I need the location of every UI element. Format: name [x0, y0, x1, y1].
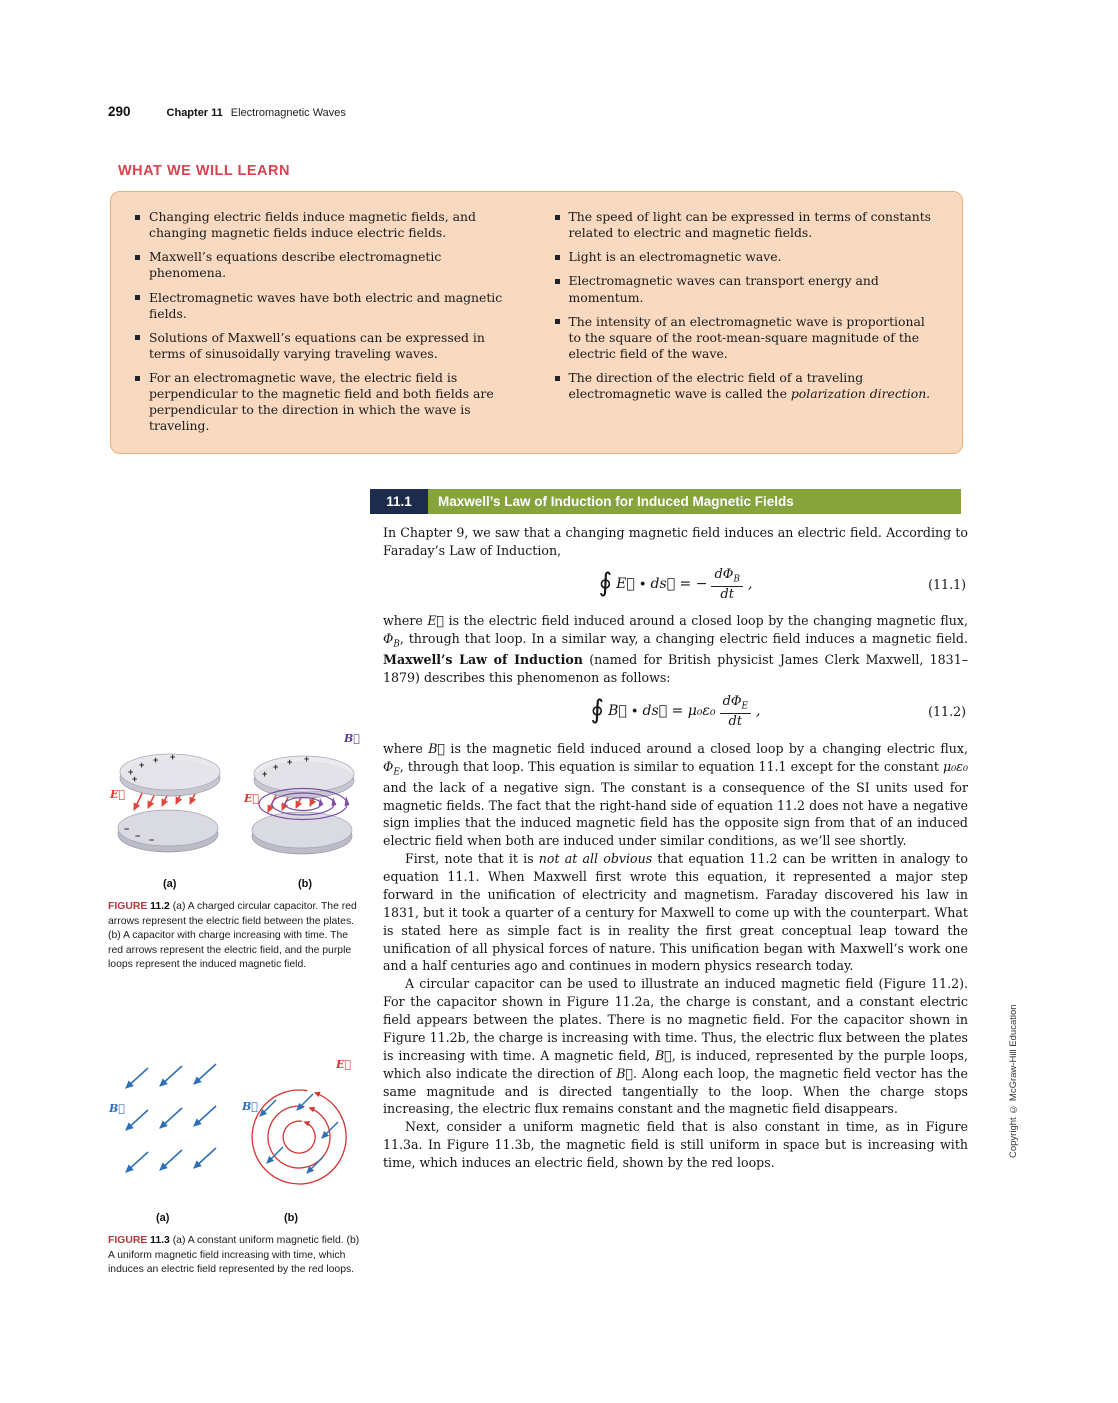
induced-e-field-loops [241, 1058, 351, 1184]
figure-11-2-illustration [108, 728, 360, 878]
figure-tag: FIGURE [108, 1235, 148, 1246]
learn-item [133, 249, 517, 281]
equation-lhs: B⃗ ∙ ds⃗ = μ₀ε₀ [608, 703, 716, 720]
sublabel-b: (b) [284, 1212, 299, 1224]
fraction [711, 568, 742, 603]
equation-lhs: E⃗ ∙ ds⃗ = − [616, 576, 708, 593]
learn-item-text: Light is an electromagnetic wave. [568, 249, 782, 265]
b-field-label: B⃗ [242, 1100, 258, 1113]
figure-11-3-caption [108, 1234, 360, 1278]
plus-sign: + [287, 757, 293, 767]
square-bullet-icon [135, 295, 140, 300]
copyright-sidebar-text: Copyright © McGraw-Hill Education [1008, 1004, 1019, 1158]
minus-sign: − [135, 831, 141, 841]
learn-item [553, 209, 937, 241]
learn-item [133, 209, 517, 241]
learn-item [133, 370, 517, 435]
square-bullet-icon [555, 255, 560, 260]
figure-11-3 [108, 1052, 360, 1278]
chapter-label: Chapter 11 [166, 107, 223, 119]
paragraph-next: Next, consider a uniform magnetic field that is also constant in time, as in Figure 11.3a. In Figure 11.3b, the magnetic field is still uniform in space but is increasing with time, which induces an electric field, shown by the red loops. [383, 1119, 968, 1171]
figure-caption-text: (a) A constant uniform magnetic field. (b) A uniform magnetic field increasing with time, which induces an electric field represented by the red loops. [108, 1235, 360, 1276]
square-bullet-icon [555, 376, 560, 381]
square-bullet-icon [555, 215, 560, 220]
figure-number: 11.2 [150, 901, 170, 912]
paragraph-first-note: First, note that it is not at all obvious that equation 11.2 can be written in analogy to equation 11.1. When Maxwell first wrote this equation, it represented a major step forward in the unification of electricity and magnetism. Faraday discovered his law in 1831, but it took a quarter of a century for Maxwell to come up with the counterpart. What is stated here as simple fact is in reality the first great conceptual leap toward the unification of all physical forces of nature. This unification began with Maxwell’s work one and a half centuries ago and continues in modern physics research today. [383, 851, 969, 974]
plus-sign: + [139, 760, 145, 770]
figure-sublabels [108, 1212, 360, 1228]
figure-sublabels [108, 878, 360, 894]
learn-item [553, 273, 937, 305]
sublabel-a: (a) [156, 1212, 170, 1224]
sublabel-b: (b) [298, 878, 313, 890]
learn-item-text: Maxwell’s equations describe electromagnetic phenomena. [149, 249, 442, 281]
figure-number: 11.3 [150, 1235, 170, 1246]
b-field-label: B⃗ [109, 1102, 125, 1115]
paragraph-where-e: where E⃗ is the electric field induced around a closed loop by the changing magnetic flux, $\Phi_B$, through that loop. In a similar way, a changing electric field induces a magnetic field. Maxwell’s Law of Induction (named for British physicist James Clerk Maxwell, 1831–1879) describes this phenomenon as follows: [383, 613, 968, 686]
learn-item-text: For an electromagnetic wave, the electric field is perpendicular to the magnetic field and both fields are perpendicular to the direction in which the wave is traveling. [149, 370, 494, 434]
learn-item [133, 290, 517, 322]
square-bullet-icon [555, 279, 560, 284]
learn-item-text: Electromagnetic waves can transport energy and momentum. [568, 273, 879, 305]
e-field-label: E⃗ [336, 1058, 351, 1071]
learn-item-text: Electromagnetic waves have both electric and magnetic fields. [149, 289, 503, 321]
equation-number: (11.2) [928, 704, 966, 720]
what-we-will-learn-heading: WHAT WE WILL LEARN [118, 163, 290, 179]
minus-sign: − [149, 835, 155, 845]
learn-item [553, 370, 937, 402]
square-bullet-icon [135, 376, 140, 381]
plus-sign: + [128, 767, 134, 777]
paragraph-intro: In Chapter 9, we saw that a changing magnetic field induces an electric field. According to Faraday’s Law of Induction, [383, 525, 968, 558]
plus-sign: + [304, 754, 310, 764]
fraction-denominator: dt [720, 586, 734, 602]
running-head [108, 104, 346, 119]
capacitor-b-drawing [243, 732, 360, 854]
fraction-denominator: dt [728, 713, 743, 729]
equation-body [599, 568, 753, 603]
e-field-label: E⃗ [244, 792, 259, 805]
paragraph-where-b: where B⃗ is the magnetic field induced around a closed loop by a changing electric flux, $\Phi_E$, through that loop. This equation is similar to equation 11.1 except for the constant μ₀ε₀ and the lack of a negative sign. The constant is a consequence of the SI units used for magnetic fields. The fact that the right-hand side of equation 11.2 does not have a negative sign implies that the induced magnetic field has the opposite sign from that of an induced electric field when both are induced under similar conditions, as we’ll see shortly. [383, 740, 968, 849]
fraction-numerator: $d\Phi_B$ [711, 568, 742, 587]
learn-item [133, 330, 517, 362]
learn-item-text: Changing electric fields induce magnetic fields, and changing magnetic fields induce electric fields. [149, 209, 476, 241]
capacitor-a-drawing [109, 752, 220, 852]
equation-comma: , [747, 576, 753, 593]
equation-comma: , [756, 703, 761, 720]
chapter-title: Electromagnetic Waves [230, 107, 346, 119]
plus-sign: + [153, 755, 159, 765]
uniform-b-field-arrows [108, 1064, 216, 1172]
fraction [720, 695, 751, 730]
learn-item [553, 314, 937, 362]
sublabel-a: (a) [163, 878, 177, 890]
b-field-label: B⃗ [344, 732, 360, 745]
figure-11-3-illustration [108, 1052, 360, 1212]
equation-number: (11.1) [928, 577, 966, 593]
fraction-numerator: $d\Phi_E$ [720, 695, 751, 714]
paragraph-capacitor: A circular capacitor can be used to illustrate an induced magnetic field (Figure 11.2). For the capacitor shown in Figure 11.2a, the charge is constant, and a constant electric field appears between the plates. There is no magnetic field. For the capacitor shown in Figure 11.2b, the charge is increasing with time. Thus, the electric flux between the plates is increasing with time. A magnetic field, B⃗, is induced, represented by the purple loops, which also indicate the direction of B⃗. Along each loop, the magnetic field vector has the same magnitude and is directed tangentially to the loop. When the charge stops increasing, the electric flux remains constant and the magnetic field disappears. [383, 976, 968, 1117]
learn-item-text: The direction of the electric field of a traveling electromagnetic wave is called the polarization direction. [568, 370, 931, 402]
plus-sign: + [262, 769, 268, 779]
learn-item-text: Solutions of Maxwell’s equations can be expressed in terms of sinusoidally varying traveling waves. [149, 329, 485, 361]
minus-sign: − [124, 824, 130, 834]
square-bullet-icon [555, 319, 560, 324]
figure-tag: FIGURE [108, 901, 148, 912]
learn-item-text: The speed of light can be expressed in terms of constants related to electric and magnetic fields. [568, 209, 932, 241]
plus-sign: + [170, 752, 176, 762]
induced-b-field-loops [259, 789, 350, 820]
e-field-label: E⃗ [110, 788, 125, 801]
contour-integral-symbol: ∮ [590, 695, 605, 726]
learn-item [553, 249, 937, 265]
plus-sign: + [273, 762, 279, 772]
body-text-column [383, 524, 968, 1172]
square-bullet-icon [135, 255, 140, 260]
learn-list-right [553, 209, 937, 441]
figure-11-2 [108, 728, 360, 973]
learn-item-text: The intensity of an electromagnetic wave is proportional to the square of the root-mean-square magnitude of the electric field of the wave. [568, 313, 925, 361]
plus-sign: + [132, 774, 138, 784]
equation-11-1 [383, 568, 968, 603]
what-we-will-learn-box [110, 191, 963, 454]
equation-11-2 [383, 695, 968, 730]
section-title: Maxwell’s Law of Induction for Induced Magnetic Fields [428, 489, 961, 514]
contour-integral-symbol: ∮ [598, 568, 613, 599]
equation-body [591, 695, 761, 730]
square-bullet-icon [135, 335, 140, 340]
section-number: 11.1 [370, 489, 428, 514]
page-number: 290 [108, 104, 131, 119]
square-bullet-icon [135, 215, 140, 220]
figure-11-2-caption [108, 900, 360, 973]
learn-list-left [133, 209, 517, 441]
figure-caption-text: (a) A charged circular capacitor. The red arrows represent the electric field between the plates. (b) A capacitor with charge increasing with time. The red arrows represent the electric field, and the purple loops represent the induced magnetic field. [108, 901, 357, 971]
section-11-1-header [370, 489, 961, 514]
